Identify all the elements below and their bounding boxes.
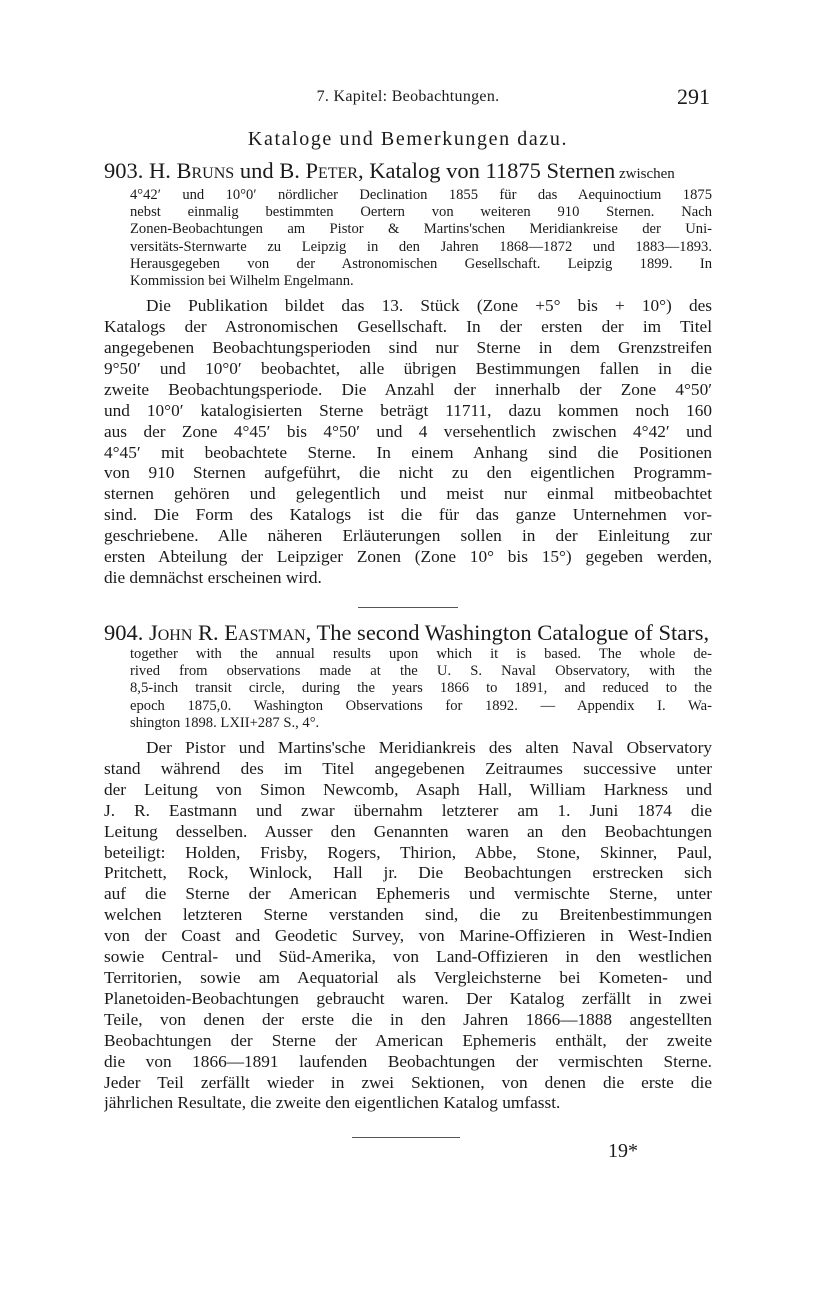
entry-title-continuation: zwischen xyxy=(615,166,675,182)
entry-title: , Katalog von 11875 Sternen xyxy=(357,158,616,183)
body-line: stand während des im Titel angegebenen Zeitraumes successive unter xyxy=(104,758,712,778)
body-line: J. R. Eastmann und zwar übernahm letzterer am 1. Juni 1874 die xyxy=(104,800,712,820)
bibliographic-note xyxy=(130,646,712,732)
bib-line: together with the annual results upon which it is based. The whole de- xyxy=(130,646,712,662)
body-line: beteiligt: Holden, Frisby, Rogers, Thirion, Abbe, Stone, Skinner, Paul, xyxy=(104,842,712,862)
catalogue-entry-903 xyxy=(104,158,712,589)
body-line: geschriebene. Alle näheren Erläuterungen sollen in der Einleitung zur xyxy=(104,526,712,546)
body-line: auf die Sterne der American Ephemeris und vermischte Sterne, unter xyxy=(104,884,712,904)
entry-author-name-2: Peter xyxy=(305,158,358,183)
body-line: Territorien, sowie am Aequatorial als Vergleichsterne bei Kometen- und xyxy=(104,967,712,987)
entry-title: , The second Washington Catalogue of Stars, xyxy=(305,620,710,645)
body-line: aus der Zone 4°45′ bis 4°50′ und 4 versehentlich zwischen 4°42′ und xyxy=(104,421,712,441)
body-line: sternen gehören und gelegentlich und meist nur einmal mitbeobachtet xyxy=(104,484,712,504)
body-line: Pritchett, Rock, Winlock, Hall jr. Die Beobachtungen erstrecken sich xyxy=(104,863,712,883)
section-divider xyxy=(358,607,458,608)
entry-body xyxy=(104,296,712,589)
body-line: sind. Die Form des Katalogs ist die für das ganze Unternehmen vor- xyxy=(104,505,712,525)
body-line: zweite Beobachtungsperiode. Die Anzahl der innerhalb der Zone 4°50′ xyxy=(104,379,712,399)
bib-line: Herausgegeben von der Astronomischen Gesellschaft. Leipzig 1899. In xyxy=(130,255,712,272)
body-line: Katalogs der Astronomischen Gesellschaft. In der ersten der im Titel xyxy=(104,317,712,337)
bib-line: Zonen-Beobachtungen am Pistor & Martins'schen Meridiankreise der Uni- xyxy=(130,221,712,238)
body-line: ersten Abteilung der Leipziger Zonen (Zone 10° bis 15°) gegeben werden, xyxy=(104,547,712,567)
body-line: Planetoiden-Beobachtungen gebraucht waren. Der Katalog zerfällt in zwei xyxy=(104,988,712,1008)
entry-author-name: John R. Eastman xyxy=(149,620,306,645)
bib-line: 8,5-inch transit circle, during the years 1866 to 1891, and reduced to the xyxy=(130,680,712,697)
entry-number: 903. xyxy=(104,158,144,183)
bib-line: nebst einmalig bestimmten Oertern von weiteren 910 Sternen. Nach xyxy=(130,204,712,221)
bib-line: epoch 1875,0. Washington Observations for 1892. — Appendix I. Wa- xyxy=(130,697,712,714)
body-line: welchen letzteren Sterne verstanden sind, die zu Breitenbestimmungen xyxy=(104,905,712,925)
body-line: Jeder Teil zerfällt wieder in zwei Sektionen, von denen die erste die xyxy=(104,1072,712,1092)
body-line: der Leitung von Simon Newcomb, Asaph Hall, William Harkness und xyxy=(104,779,712,799)
body-line: Der Pistor und Martins'sche Meridiankreis des alten Naval Observatory xyxy=(146,738,712,758)
entry-body xyxy=(104,738,712,1114)
entry-author-joiner: und B. xyxy=(234,158,306,183)
entry-author-prefix: H. xyxy=(149,158,177,183)
bibliographic-note xyxy=(130,187,712,290)
body-line: 9°50′ und 10°0′ beobachtet, alle übrigen Bestimmungen fallen in die xyxy=(104,358,712,378)
body-line: sowie Central- und Süd-Amerika, von Land-Offizieren in den westlichen xyxy=(104,947,712,967)
entry-heading xyxy=(104,620,712,646)
running-head xyxy=(104,84,712,112)
catalogue-entry-904 xyxy=(104,620,712,1114)
bib-line: rived from observations made at the U. S. Naval Observatory, with the xyxy=(130,663,712,680)
body-line: die von 1866—1891 laufenden Beobachtungen der vermischten Sterne. xyxy=(104,1051,712,1071)
bib-line: Kommission bei Wilhelm Engelmann. xyxy=(130,273,354,290)
signature-mark: 19* xyxy=(608,1140,638,1162)
entry-author-name: Bruns xyxy=(176,158,235,183)
body-line: von der Coast and Geodetic Survey, von Marine-Offizieren in West-Indien xyxy=(104,926,712,946)
body-line: die demnächst erscheinen wird. xyxy=(104,568,322,587)
running-title: 7. Kapitel: Beobachtungen. xyxy=(316,88,500,105)
bib-line: versitäts-Sternwarte zu Leipzig in den Jahren 1868—1872 und 1883—1893. xyxy=(130,238,712,255)
body-line: 4°45′ mit beobachtete Sterne. In einem Anhang sind die Positionen xyxy=(104,442,712,462)
body-line: und 10°0′ katalogisierten Sterne beträgt 11711, dazu kommen noch 160 xyxy=(104,400,712,420)
body-line: Beobachtungen der Sterne der American Ephemeris enthält, der zweite xyxy=(104,1030,712,1050)
body-line: von 910 Sternen aufgeführt, die nicht zu den eigentlichen Programm- xyxy=(104,463,712,483)
entry-heading xyxy=(104,158,712,187)
body-line: Leitung desselben. Ausser den Genannten waren an den Beobachtungen xyxy=(104,821,712,841)
section-heading: Kataloge und Bemerkungen dazu. xyxy=(247,128,569,150)
page-number: 291 xyxy=(677,84,710,109)
section-divider xyxy=(352,1137,460,1138)
body-line: jährlichen Resultate, die zweite den eigentlichen Katalog umfasst. xyxy=(104,1093,561,1113)
body-line: Die Publikation bildet das 13. Stück (Zone +5° bis + 10°) des xyxy=(146,296,712,316)
bib-line: 4°42′ und 10°0′ nördlicher Declination 1855 für das Aequinoctium 1875 xyxy=(130,187,712,203)
bib-line: shington 1898. LXII+287 S., 4°. xyxy=(130,714,320,731)
body-line: angegebenen Beobachtungsperioden sind nur Sterne in dem Grenzstreifen xyxy=(104,338,712,358)
entry-number: 904. xyxy=(104,620,144,645)
body-line: Teile, von denen der erste die in den Jahren 1866—1888 angestellten xyxy=(104,1009,712,1029)
